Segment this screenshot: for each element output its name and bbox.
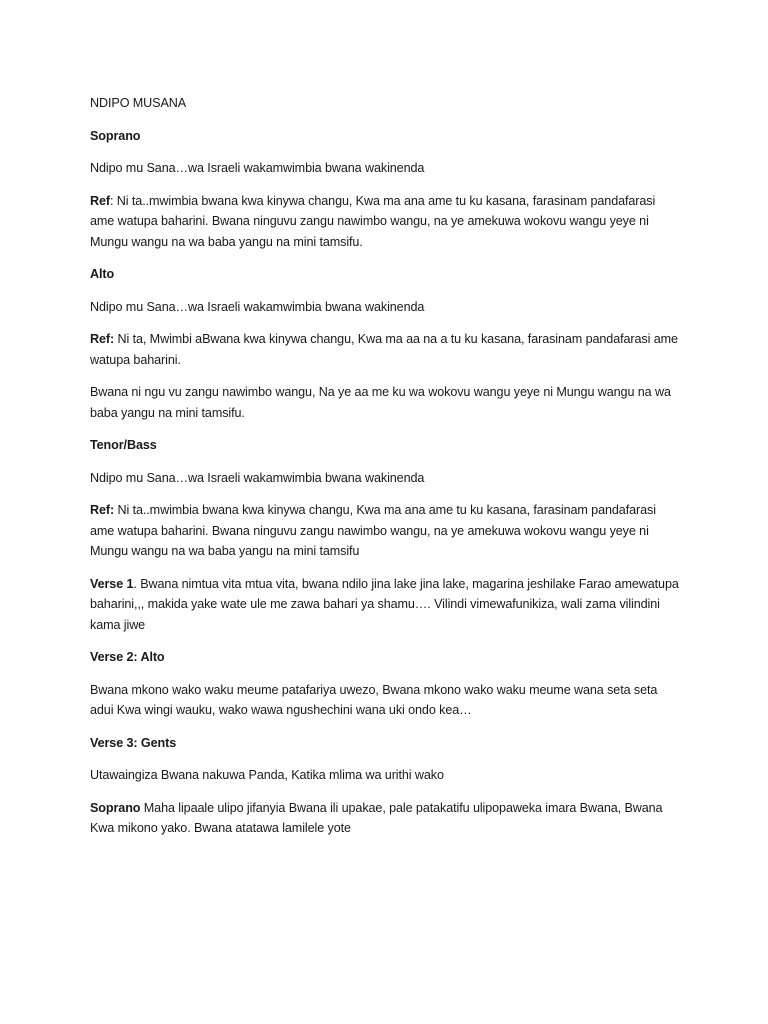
document-title: NDIPO MUSANA xyxy=(90,96,187,110)
tenor-bass-line: Ndipo mu Sana…wa Israeli wakamwimbia bwana wakinenda xyxy=(90,470,425,485)
refrain-label: Ref: xyxy=(90,332,115,346)
document-page xyxy=(90,93,680,851)
verse-2-text: Bwana mkono wako waku meume patafariya uwezo, Bwana mkono wako waku meume wana seta seta adui Kwa wingi wauku, wako wawa ngushechini wana uki ondo kea… xyxy=(90,682,658,717)
alto-extra: Bwana ni ngu vu zangu nawimbo wangu, Na ye aa me ku wa wokovu wangu yeye ni Mungu wangu na wa baba yangu na mini tamsifu. xyxy=(90,385,671,420)
final-soprano-verse xyxy=(90,798,680,839)
soprano-refrain xyxy=(90,191,680,253)
verse-text: Maha lipaale ulipo jifanyia Bwana ili upakae, pale patakatifu ulipopaweka imara Bwana, Bwana Kwa mikono yako. Bwana atatawa lamilele yote xyxy=(90,800,663,835)
soprano-line: Ndipo mu Sana…wa Israeli wakamwimbia bwana wakinenda xyxy=(90,161,425,175)
verse-text: . Bwana nimtua vita mtua vita, bwana ndilo jina lake jina lake, magarina jeshilake Farao amewatupa baharini,,, makida yake wate ule me zawa bahari ya shamu…. Vilindi vimewafunikiza, wali zama vilindini kama jiwe xyxy=(90,576,679,632)
verse-label: Soprano xyxy=(90,800,141,815)
verse-3-text: Utawaingiza Bwana nakuwa Panda, Katika mlima wa urithi wako xyxy=(90,768,444,782)
refrain-label: Ref: xyxy=(90,503,115,517)
refrain-text: : Ni ta..mwimbia bwana kwa kinywa changu, Kwa ma ana ame tu ku kasana, farasinam pandafarasi ame watupa baharini. Bwana ninguvu zangu nawimbo wangu, na ye amekuwa wokovu wangu yeye ni Mungu wangu na wa baba yangu na mini tamsifu. xyxy=(90,193,656,249)
refrain-text: Ni ta..mwimbia bwana kwa kinywa changu, Kwa ma ana ame tu ku kasana, farasinam pandafarasi ame watupa baharini. Bwana ninguvu zangu nawimbo wangu, na ye amekuwa wokovu wangu yeye ni Mungu wangu na wa baba yangu na mini tamsifu xyxy=(90,503,656,558)
soprano-heading: Soprano xyxy=(90,128,141,143)
verse-label: Verse 1 xyxy=(90,576,134,591)
refrain-text: Ni ta, Mwimbi aBwana kwa kinywa changu, Kwa ma aa na a tu ku kasana, farasinam pandafarasi ame watupa baharini. xyxy=(90,332,678,367)
alto-line: Ndipo mu Sana…wa Israeli wakamwimbia bwana wakinenda xyxy=(90,299,425,314)
verse-2-heading: Verse 2: Alto xyxy=(90,650,165,664)
verse-1 xyxy=(90,574,680,636)
verse-3-heading: Verse 3: Gents xyxy=(90,735,177,750)
alto-refrain xyxy=(90,329,680,370)
alto-heading: Alto xyxy=(90,267,115,281)
tenor-bass-heading: Tenor/Bass xyxy=(90,438,157,452)
tenor-bass-refrain xyxy=(90,500,680,562)
refrain-label: Ref xyxy=(90,193,110,208)
